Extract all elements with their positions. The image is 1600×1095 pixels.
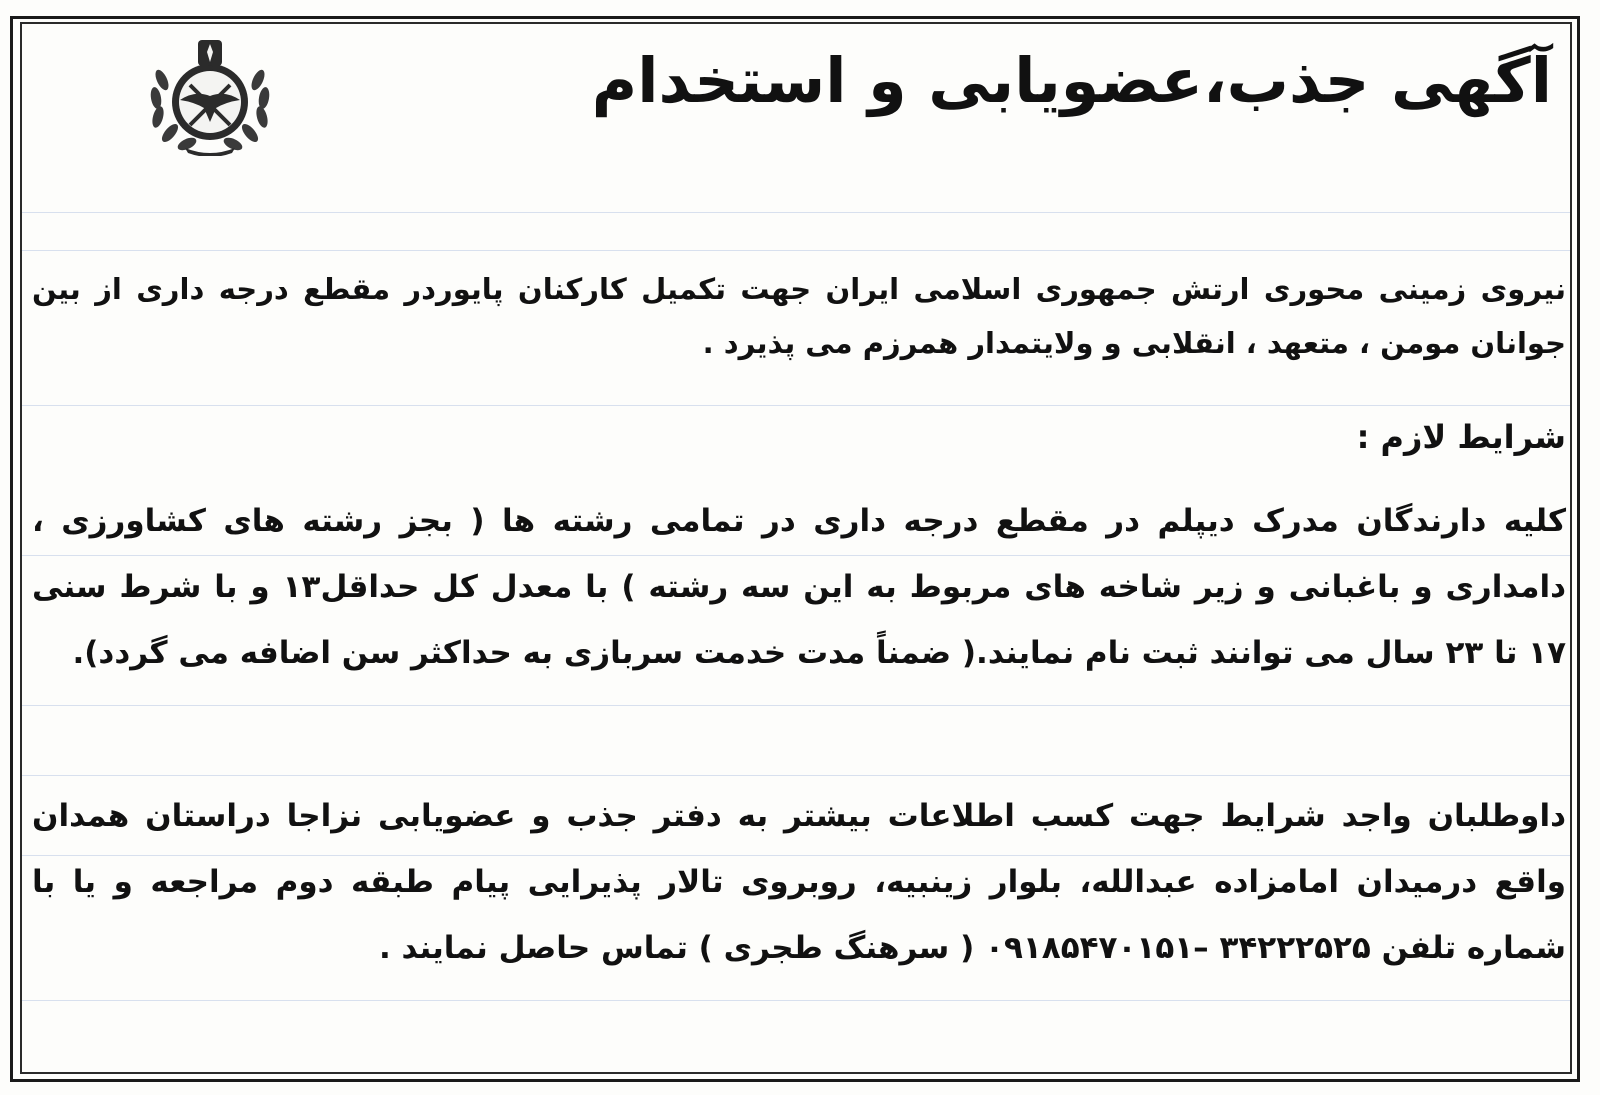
paper-rule (22, 775, 1570, 776)
conditions-heading: شرایط لازم : (1356, 418, 1566, 456)
paper-rule (22, 212, 1570, 213)
paper-rule (22, 250, 1570, 251)
paper-rule (22, 705, 1570, 706)
page-title: آگهی جذب،عضویابی و استخدام (591, 44, 1552, 117)
conditions-paragraph: کلیه دارندگان مدرک دیپلم در مقطع درجه داری در تمامی رشته ها ( بجز رشته های کشاورزی ، دامداری و باغبانی و زیر شاخه های مربوط به این سه رشته ) با معدل کل حداقل۱۳ و با شرط سنی ۱۷ تا ۲۳ سال می توانند ثبت نام نمایند.( ضمناً مدت خدمت سربازی به حداکثر سن اضافه می گردد). (32, 503, 1567, 671)
contact-paragraph: داوطلبان واجد شرایط جهت کسب اطلاعات بیشتر به دفتر جذب و عضویابی نزاجا دراستان همدان واقع درمیدان امامزاده عبدالله، بلوار زینبیه، روبروی تالار پذیرایی پیام طبقه دوم مراجعه و یا با شماره تلفن ۳۴۲۲۲۵۲۵ –۰۹۱۸۵۴۷۰۱۵۱ ( سرهنگ طجری ) تماس حاصل نمایند . (32, 798, 1566, 966)
paper-rule (22, 405, 1570, 406)
intro-paragraph: نیروی زمینی محوری ارتش جمهوری اسلامی ایران جهت تکمیل کارکنان پایوردر مقطع درجه داری از بین جوانان مومن ، متعهد ، انقلابی و ولایتمدار همرزم می پذیرد . (32, 272, 1566, 360)
army-emblem-icon (140, 30, 280, 156)
paper-rule (22, 1000, 1570, 1001)
